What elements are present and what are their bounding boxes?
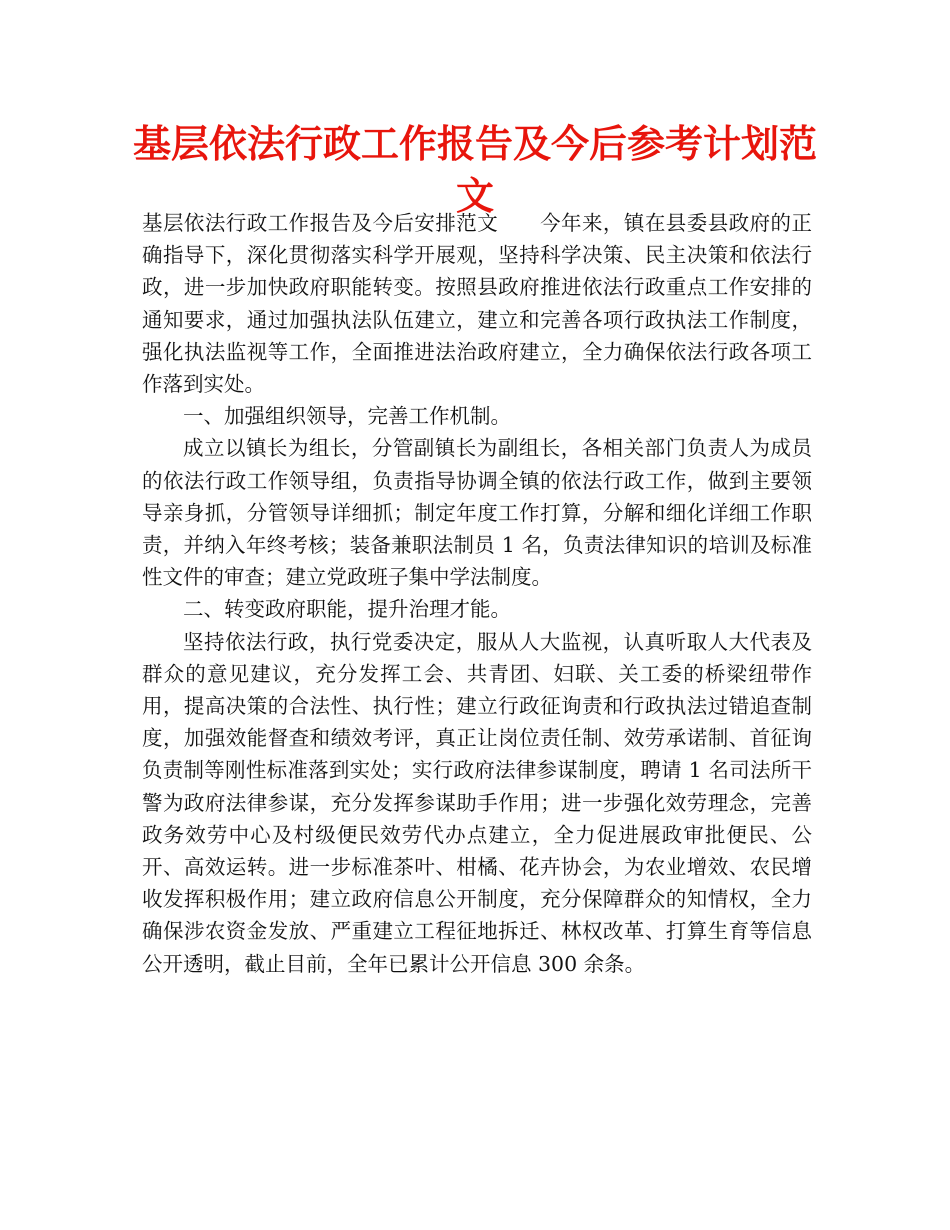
paragraph-intro: 基层依法行政工作报告及今后安排范文 今年来，镇在县委县政府的正确指导下，深化贯彻落实科学开展观，坚持科学决策、民主决策和依法行政，进一步加快政府职能转变。按照县政府推进依法行政重点工作安排的通知要求，通过加强执法队伍建立，建立和完善各项行政执法工作制度，强化执法监视等工作，全面推进法治政府建立，全力确保依法行政各项工作落到实处。: [142, 211, 812, 397]
paragraph-section-2: 坚持依法行政，执行党委决定，服从人大监视，认真听取人大代表及群众的意见建议，充分发挥工会、共青团、妇联、关工委的桥梁纽带作用，提高决策的合法性、执行性；建立行政征询责和行政执法过错追查制度，加强效能督查和绩效考评，真正让岗位责任制、效劳承诺制、首征询负责制等刚性标准落到实处；实行政府法律参谋制度，聘请 1 名司法所干警为政府法律参谋，充分发挥参谋助手作用；进一步强化效劳理念，完善政务效劳中心及村级便民效劳代办点建立，全力促进展政审批便民、公开、高效运转。进一步标准茶叶、柑橘、花卉协会，为农业增效、农民增收发挥积极作用；建立政府信息公开制度，充分保障群众的知情权，全力确保涉农资金发放、严重建立工程征地拆迁、林权改革、打算生育等信息公开透明，截止目前，全年已累计公开信息 300 余条。: [142, 629, 812, 976]
section-heading-1: 一、加强组织领导，完善工作机制。: [183, 404, 511, 429]
paragraph-section-1: 成立以镇长为组长，分管副镇长为副组长，各相关部门负责人为成员的依法行政工作领导组，负责指导协调全镇的依法行政工作，做到主要领导亲身抓，分管领导详细抓；制定年度工作打算，分解和细化详细工作职责，并纳入年终考核；装备兼职法制员 1 名，负责法律知识的培训及标准性文件的审查；建立党政班子集中学法制度。: [142, 436, 812, 590]
document-body: [142, 207, 812, 980]
section-heading-2: 二、转变政府职能，提升治理才能。: [183, 597, 511, 622]
document-title: 基层依法行政工作报告及今后参考计划范文: [132, 122, 817, 218]
